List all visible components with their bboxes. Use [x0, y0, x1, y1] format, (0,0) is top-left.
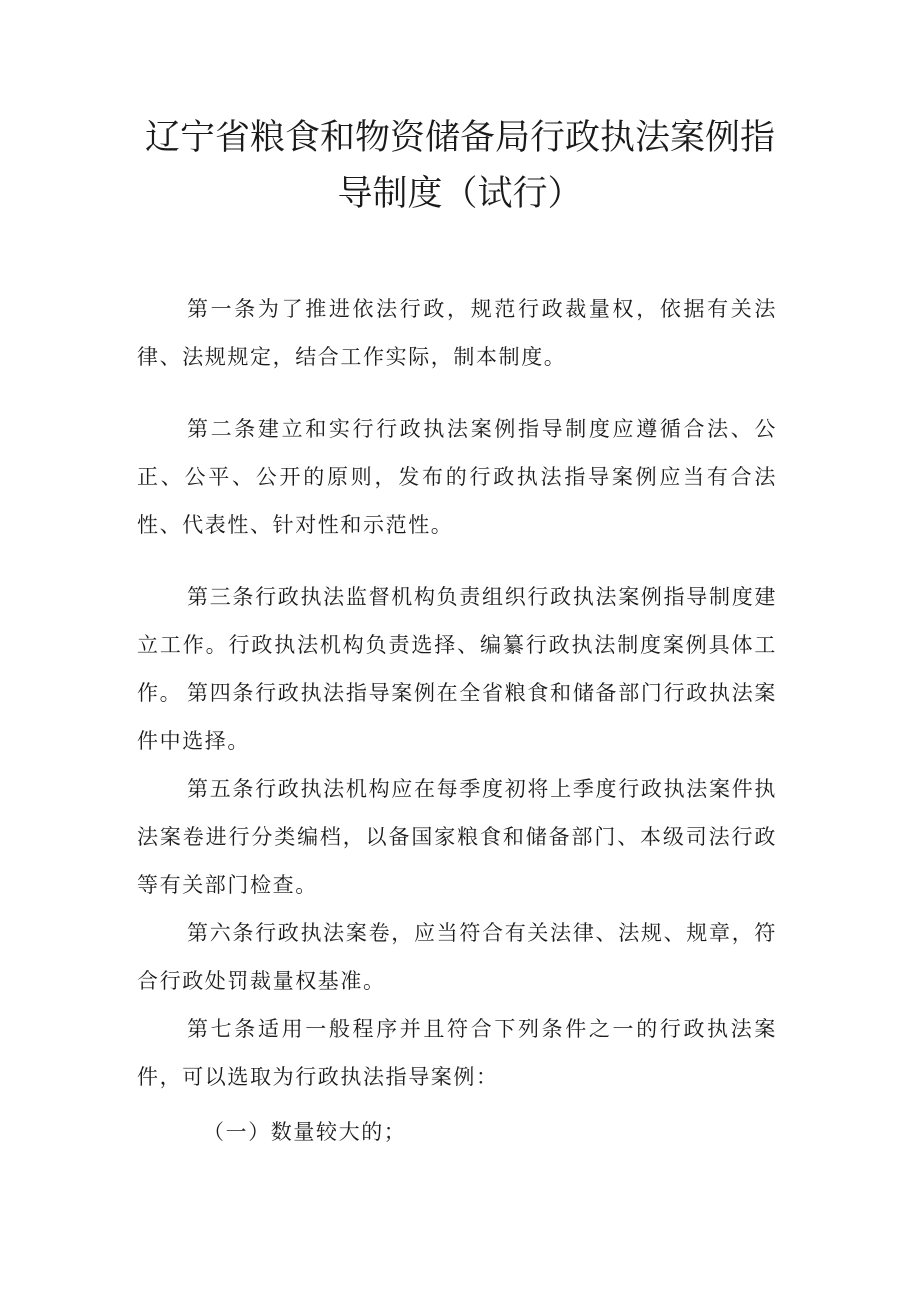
article-7: 第七条适用一般程序并且符合下列条件之一的行政执法案件，可以选取为行政执法指导案例： [137, 1017, 777, 1089]
document-title-line-2: 导制度（试行） [337, 174, 583, 214]
document-title-line-1: 辽宁省粮食和物资储备局行政执法案例指 [144, 118, 775, 158]
article-5: 第五条行政执法机构应在每季度初将上季度行政执法案件执法案卷进行分类编档，以备国家粮食和储备部门、本级司法行政等有关部门检查。 [137, 777, 777, 897]
article-6: 第六条行政执法案卷，应当符合有关法律、法规、规章，符合行政处罚裁量权基准。 [137, 921, 777, 993]
article-3: 第三条行政执法监督机构负责组织行政执法案例指导制度建立工作。行政执法机构负责选择、编纂行政执法制度案例具体工作。 [137, 585, 777, 705]
list-item-1: （一）数量较大的； [203, 1120, 407, 1144]
article-1: 第一条为了推进依法行政，规范行政裁量权，依据有关法律、法规规定，结合工作实际，制本制度。 [137, 297, 777, 369]
article-4: 第四条行政执法指导案例在全省粮食和储备部门行政执法案件中选择。 [137, 681, 777, 753]
article-2: 第二条建立和实行行政执法案例指导制度应遵循合法、公正、公平、公开的原则，发布的行政执法指导案例应当有合法性、代表性、针对性和示范性。 [137, 417, 777, 537]
